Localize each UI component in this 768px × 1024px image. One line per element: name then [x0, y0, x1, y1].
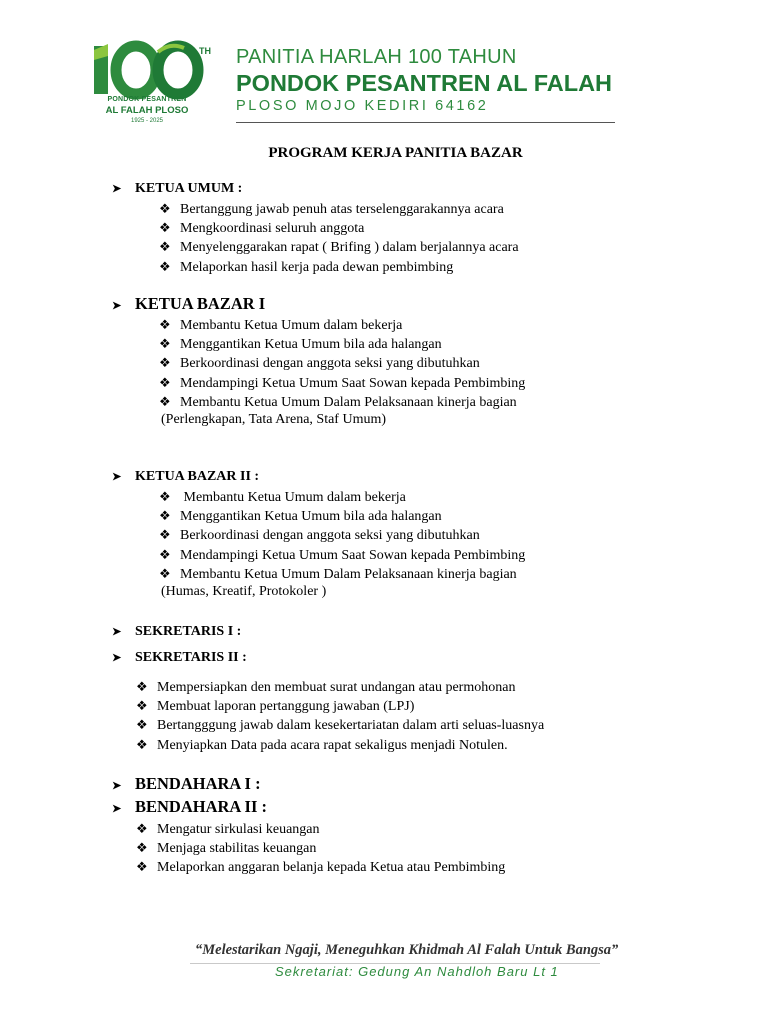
list-item: ❖ Mengkoordinasi seluruh anggota [159, 220, 365, 237]
section-heading-ketua-bazar-1: ➤ KETUA BAZAR I [112, 294, 266, 313]
list-item: ❖ Melaporkan anggaran belanja kepada Ketua atau Pembimbing [136, 859, 506, 876]
diamond-bullet-icon: ❖ [159, 565, 171, 581]
list-sekretaris-2 [136, 677, 544, 754]
logo-line2: AL FALAH PLOSO [105, 105, 189, 116]
arrow-bullet-icon: ➤ [112, 471, 122, 483]
list-item: ❖ Membantu Ketua Umum Dalam Pelaksanaan kinerja bagian [159, 565, 517, 582]
list-item: ❖ Menggantikan Ketua Umum bila ada halangan [159, 508, 442, 525]
section-heading-bendahara-2: ➤ BENDAHARA II : [112, 797, 268, 816]
section-heading-ketua-umum: ➤ KETUA UMUM : [112, 181, 243, 196]
list-item: ❖ Mengatur sirkulasi keuangan [136, 821, 320, 837]
diamond-bullet-icon: ❖ [136, 736, 148, 752]
list-ketua-bazar-1 [159, 315, 525, 411]
diamond-bullet-icon: ❖ [136, 840, 148, 856]
list-item: ❖ Menyiapkan Data pada acara rapat sekaligus menjadi Notulen. [136, 736, 508, 753]
list-item: ❖ Bertangggung jawab dalam kesekertariatan dalam arti seluas-luasnya [136, 717, 545, 734]
list-item: ❖ Menggantikan Ketua Umum bila ada halangan [159, 336, 442, 353]
diamond-bullet-icon: ❖ [159, 527, 171, 543]
diamond-bullet-icon: ❖ [159, 489, 171, 504]
list-item: ❖ Berkoordinasi dengan anggota seksi yang dibutuhkan [159, 355, 480, 372]
diamond-bullet-icon: ❖ [159, 393, 171, 409]
diamond-bullet-icon: ❖ [159, 239, 171, 255]
list-item: ❖ Mendampingi Ketua Umum Saat Sowan kepada Pembimbing [159, 374, 526, 391]
list-item: ❖ Berkoordinasi dengan anggota seksi yang dibutuhkan [159, 527, 480, 544]
section-heading-bendahara-1: ➤ BENDAHARA I : [112, 774, 261, 793]
logo [92, 40, 212, 140]
list-continuation: (Humas, Kreatif, Protokoler ) [161, 584, 327, 599]
logo-years: 1925 - 2025 [130, 118, 164, 124]
list-item: ❖ Mempersiapkan den membuat surat undangan atau permohonan [136, 679, 516, 695]
list-item: ❖ Mendampingi Ketua Umum Saat Sowan kepada Pembimbing [159, 546, 526, 563]
list-item: ❖ Bertanggung jawab penuh atas terselenggarakannya acara [159, 201, 504, 217]
list-ketua-bazar-2 [159, 487, 525, 583]
section-heading-ketua-bazar-2: ➤ KETUA BAZAR II : [112, 469, 260, 484]
document-title: PROGRAM KERJA PANITIA BAZAR [268, 145, 523, 161]
list-item: ❖ Membuat laporan pertanggung jawaban (LPJ) [136, 698, 415, 715]
list-bendahara-2 [136, 819, 505, 877]
diamond-bullet-icon: ❖ [159, 508, 171, 524]
committee-name: PANITIA HARLAH 100 TAHUN [236, 46, 517, 68]
arrow-bullet-icon: ➤ [112, 183, 122, 195]
diamond-bullet-icon: ❖ [159, 546, 171, 562]
institution-name: PONDOK PESANTREN AL FALAH [236, 70, 613, 96]
arrow-bullet-icon: ➤ [112, 300, 122, 312]
diamond-bullet-icon: ❖ [159, 355, 171, 371]
list-ketua-umum [159, 199, 519, 276]
letterhead-divider [236, 122, 615, 123]
diamond-bullet-icon: ❖ [159, 201, 171, 216]
list-item: ❖ Menyelenggarakan rapat ( Brifing ) dalam berjalannya acara [159, 239, 519, 256]
diamond-bullet-icon: ❖ [136, 859, 148, 875]
list-item: ❖ Membantu Ketua Umum dalam bekerja [159, 489, 406, 505]
list-item: ❖ Menjaga stabilitas keuangan [136, 840, 317, 857]
footer-secretariat: Sekretariat: Gedung An Nahdloh Baru Lt 1 [275, 964, 559, 979]
arrow-bullet-icon: ➤ [112, 652, 122, 664]
list-item: ❖ Melaporkan hasil kerja pada dewan pembimbing [159, 258, 454, 275]
diamond-bullet-icon: ❖ [136, 821, 148, 836]
diamond-bullet-icon: ❖ [159, 220, 171, 236]
arrow-bullet-icon: ➤ [112, 626, 122, 638]
letterhead-text [236, 46, 612, 114]
list-item: ❖ Membantu Ketua Umum dalam bekerja [159, 317, 403, 333]
svg-text:TH: TH [199, 46, 211, 56]
section-heading-sekretaris-1: ➤ SEKRETARIS I : [112, 624, 242, 639]
footer-motto: “Melestarikan Ngaji, Meneguhkan Khidmah Al Falah Untuk Bangsa” [195, 942, 619, 958]
diamond-bullet-icon: ❖ [159, 374, 171, 390]
arrow-bullet-icon: ➤ [112, 780, 122, 792]
logo-line1: PONDOK PESANTREN [107, 96, 187, 103]
logo-100-graphic [92, 40, 212, 100]
diamond-bullet-icon: ❖ [136, 717, 148, 733]
diamond-bullet-icon: ❖ [159, 336, 171, 352]
diamond-bullet-icon: ❖ [159, 317, 171, 332]
arrow-bullet-icon: ➤ [112, 803, 122, 815]
diamond-bullet-icon: ❖ [136, 679, 148, 694]
section-heading-sekretaris-2: ➤ SEKRETARIS II : [112, 650, 247, 665]
list-continuation: (Perlengkapan, Tata Arena, Staf Umum) [161, 412, 387, 427]
institution-address: PLOSO MOJO KEDIRI 64162 [236, 98, 489, 114]
diamond-bullet-icon: ❖ [159, 258, 171, 274]
diamond-bullet-icon: ❖ [136, 698, 148, 714]
list-item: ❖ Membantu Ketua Umum Dalam Pelaksanaan kinerja bagian [159, 393, 517, 410]
